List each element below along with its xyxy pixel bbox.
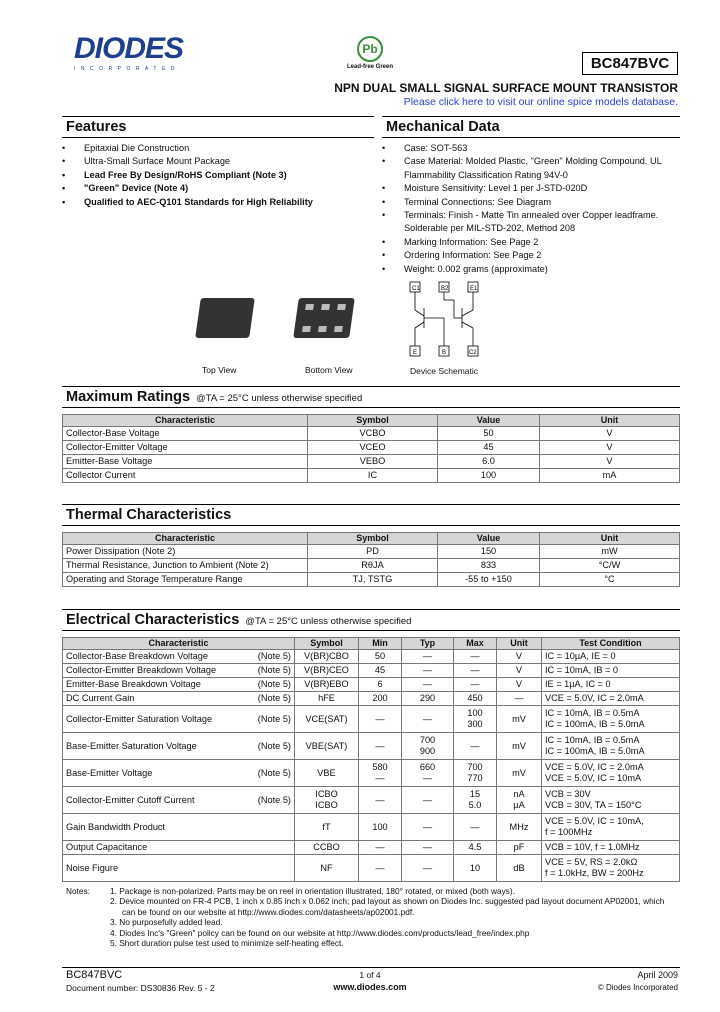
cell: mA	[540, 469, 680, 483]
col-header: Symbol	[308, 533, 438, 545]
table-row	[63, 787, 680, 814]
cell: 700 900	[402, 733, 454, 760]
cell: IE = 1µA, IC = 0	[542, 678, 680, 692]
col-header: Characteristic	[63, 415, 308, 427]
feature-item: • Lead Free By Design/RoHS Compliant (Note 3)	[62, 169, 374, 182]
part-number-box: BC847BVC	[582, 52, 678, 75]
cell: 580 —	[359, 760, 402, 787]
cell: (Note 5)	[249, 650, 295, 664]
cell: 290	[402, 692, 454, 706]
cell: MHz	[497, 814, 542, 841]
cell: RθJA	[308, 559, 438, 573]
page-title: NPN DUAL SMALL SIGNAL SURFACE MOUNT TRANSISTOR	[334, 81, 678, 95]
spice-models-link[interactable]: Please click here to visit our online spice models database.	[403, 96, 678, 108]
cell: ICBO ICBO	[295, 787, 359, 814]
cell: Emitter-Base Breakdown Voltage	[63, 678, 249, 692]
cell: —	[359, 855, 402, 882]
table-row	[63, 650, 680, 664]
mechanical-item: • Marking Information: See Page 2	[382, 236, 680, 249]
cell: VBE(SAT)	[295, 733, 359, 760]
cell: —	[359, 841, 402, 855]
thermal-title: Thermal Characteristics	[62, 504, 680, 526]
cell: —	[402, 787, 454, 814]
col-header: Min	[359, 638, 402, 650]
col-header: Symbol	[295, 638, 359, 650]
cell: 100 300	[454, 706, 497, 733]
cell: 45	[438, 441, 540, 455]
cell: IC = 10mA, IB = 0.5mA IC = 100mA, IB = 5.0mA	[542, 733, 680, 760]
cell: (Note 5)	[249, 664, 295, 678]
mechanical-section	[382, 116, 680, 276]
notes-section	[66, 886, 686, 948]
cell: fT	[295, 814, 359, 841]
feature-item: • "Green" Device (Note 4)	[62, 182, 374, 195]
note-item: 3. No purposefully added lead.	[110, 917, 223, 928]
table-row	[63, 692, 680, 706]
cell: 45	[359, 664, 402, 678]
cell: mV	[497, 733, 542, 760]
cell: PD	[308, 545, 438, 559]
cell: nA µA	[497, 787, 542, 814]
cell: 4.5	[454, 841, 497, 855]
table-row	[63, 545, 680, 559]
logo-subtext: INCORPORATED	[74, 66, 180, 72]
cell: V	[497, 650, 542, 664]
table-row	[63, 573, 680, 587]
cell: IC = 10mA, IB = 0	[542, 664, 680, 678]
table-row	[63, 733, 680, 760]
cell: °C	[540, 573, 680, 587]
table-row	[63, 760, 680, 787]
cell: 15 5.0	[454, 787, 497, 814]
col-header: Typ	[402, 638, 454, 650]
cell: VCB = 30V VCB = 30V, TA = 150°C	[542, 787, 680, 814]
cell: (Note 5)	[249, 678, 295, 692]
cell: (Note 5)	[249, 787, 295, 814]
cell: 833	[438, 559, 540, 573]
features-title: Features	[62, 116, 374, 138]
cell: VCEO	[308, 441, 438, 455]
features-section	[62, 116, 374, 209]
cell	[249, 855, 295, 882]
cell: VCE = 5V, RS = 2.0kΩ f = 1.0kHz, BW = 200Hz	[542, 855, 680, 882]
cell: VCE = 5.0V, IC = 2.0mA	[542, 692, 680, 706]
electrical-header	[62, 609, 680, 631]
cell: dB	[497, 855, 542, 882]
feature-item: • Ultra-Small Surface Mount Package	[62, 155, 374, 168]
cell: Noise Figure	[63, 855, 249, 882]
cell: (Note 5)	[249, 706, 295, 733]
cell	[249, 841, 295, 855]
schematic-label: Device Schematic	[410, 366, 479, 376]
cell: 6.0	[438, 455, 540, 469]
cell: Gain Bandwidth Product	[63, 814, 249, 841]
footer-copyright: © Diodes Incorporated	[597, 983, 678, 992]
cell: VCBO	[308, 427, 438, 441]
footer-rule	[62, 967, 680, 968]
table-row	[63, 706, 680, 733]
cell: NF	[295, 855, 359, 882]
cell: mV	[497, 706, 542, 733]
cell: —	[359, 706, 402, 733]
cell: Operating and Storage Temperature Range	[63, 573, 308, 587]
max-ratings-header	[62, 386, 680, 408]
electrical-note: @TA = 25°C unless otherwise specified	[245, 616, 412, 627]
cell: IC = 10mA, IB = 0.5mA IC = 100mA, IB = 5.0mA	[542, 706, 680, 733]
table-row	[63, 678, 680, 692]
footer-part: BC847BVC	[66, 969, 123, 981]
col-header: Max	[454, 638, 497, 650]
mechanical-item: • Weight: 0.002 grams (approximate)	[382, 263, 680, 276]
table-row	[63, 841, 680, 855]
cell: VCE = 5.0V, IC = 10mA, f = 100MHz	[542, 814, 680, 841]
table-row	[63, 664, 680, 678]
note-item: can be found on our website at http://www.diodes.com/datasheets/ap02001.pdf.	[122, 906, 415, 917]
mechanical-item: • Terminal Connections: See Diagram	[382, 196, 680, 209]
bottom-view-label: Bottom View	[305, 365, 353, 375]
cell: Collector-Emitter Saturation Voltage	[63, 706, 249, 733]
cell: V	[497, 664, 542, 678]
max-ratings-title: Maximum Ratings	[66, 389, 191, 405]
device-schematic	[404, 280, 484, 364]
cell: VBE	[295, 760, 359, 787]
cell: °C/W	[540, 559, 680, 573]
cell: —	[454, 650, 497, 664]
cell: Collector-Emitter Breakdown Voltage	[63, 664, 249, 678]
col-header: Unit	[497, 638, 542, 650]
lead-free-badge	[345, 36, 395, 70]
logo-text: DIODES	[74, 32, 184, 65]
mechanical-item: • Moisture Sensitivity: Level 1 per J-STD-020D	[382, 182, 680, 195]
cell: DC Current Gain	[63, 692, 249, 706]
max-ratings-section	[62, 386, 680, 483]
cell: V	[540, 455, 680, 469]
feature-item: • Qualified to AEC-Q101 Standards for High Reliability	[62, 196, 374, 209]
lead-free-icon	[357, 36, 383, 62]
thermal-table	[62, 532, 680, 587]
cell: VCE = 5.0V, IC = 2.0mA VCE = 5.0V, IC = 10mA	[542, 760, 680, 787]
package-top-view-image	[195, 298, 255, 338]
top-view-label: Top View	[202, 365, 237, 375]
cell: —	[402, 650, 454, 664]
cell: hFE	[295, 692, 359, 706]
cell: 50	[438, 427, 540, 441]
cell: -55 to +150	[438, 573, 540, 587]
cell: —	[402, 814, 454, 841]
cell: 100	[438, 469, 540, 483]
table-row	[63, 469, 680, 483]
footer-url[interactable]: www.diodes.com	[333, 982, 407, 992]
cell: IC	[308, 469, 438, 483]
cell: Collector-Base Voltage	[63, 427, 308, 441]
col-header: Test Condition	[542, 638, 680, 650]
cell: mW	[540, 545, 680, 559]
col-header: Characteristic	[63, 533, 308, 545]
cell: CCBO	[295, 841, 359, 855]
table-row	[63, 559, 680, 573]
cell: Output Capacitance	[63, 841, 249, 855]
max-ratings-note: @TA = 25°C unless otherwise specified	[196, 393, 363, 404]
cell: —	[359, 787, 402, 814]
electrical-table	[62, 637, 680, 882]
mechanical-item: • Ordering Information: See Page 2	[382, 249, 680, 262]
pin-label: B2	[441, 286, 449, 292]
cell: —	[454, 678, 497, 692]
table-row	[63, 427, 680, 441]
pin-label: C1	[412, 286, 420, 292]
cell: 10	[454, 855, 497, 882]
cell: Base-Emitter Voltage	[63, 760, 249, 787]
cell: 6	[359, 678, 402, 692]
cell	[249, 814, 295, 841]
mechanical-list	[382, 142, 680, 276]
cell: —	[454, 733, 497, 760]
cell: 450	[454, 692, 497, 706]
cell: V	[497, 678, 542, 692]
cell: 200	[359, 692, 402, 706]
feature-item: • Epitaxial Die Construction	[62, 142, 374, 155]
cell: —	[359, 733, 402, 760]
col-header: Symbol	[308, 415, 438, 427]
pin-label: E1	[470, 286, 478, 292]
cell: —	[402, 841, 454, 855]
pb-symbol: Pb	[362, 42, 378, 56]
cell: V(BR)CBO	[295, 650, 359, 664]
col-header: Unit	[540, 533, 680, 545]
footer-date: April 2009	[637, 970, 678, 980]
footer-docnum: Document number: DS30836 Rev. 5 - 2	[66, 983, 215, 993]
footer-page: 1 of 4	[359, 970, 381, 980]
note-item: 1. Package is non-polarized. Parts may be on reel in orientation illustrated, 180° rotated, or mixed (both ways).	[110, 886, 516, 896]
lead-free-label: Lead-free Green	[346, 64, 394, 70]
cell: —	[402, 706, 454, 733]
cell: mV	[497, 760, 542, 787]
pin-label: B	[442, 350, 447, 356]
cell: (Note 5)	[249, 760, 295, 787]
mechanical-item: • Case Material: Molded Plastic, "Green" Molding Compound. UL Flammability Classification Rating 94V-0	[382, 155, 680, 182]
cell: Emitter-Base Voltage	[63, 455, 308, 469]
cell: —	[402, 678, 454, 692]
note-item: 2. Device mounted on FR-4 PCB, 1 inch x 0.85 inch x 0.062 inch; pad layout as shown on Diodes Inc. suggested pad layout document AP02001, which	[110, 896, 665, 907]
cell: V(BR)EBO	[295, 678, 359, 692]
col-header: Characteristic	[63, 638, 295, 650]
package-bottom-view-image	[293, 298, 355, 338]
cell: VCB = 10V, f = 1.0MHz	[542, 841, 680, 855]
cell: Thermal Resistance, Junction to Ambient (Note 2)	[63, 559, 308, 573]
cell: —	[402, 664, 454, 678]
mechanical-item: • Case: SOT-563	[382, 142, 680, 155]
cell: VCE(SAT)	[295, 706, 359, 733]
features-list	[62, 142, 374, 209]
cell: Base-Emitter Saturation Voltage	[63, 733, 249, 760]
cell: V(BR)CEO	[295, 664, 359, 678]
cell: 150	[438, 545, 540, 559]
note-item: 4. Diodes Inc's "Green" policy can be found on our website at http://www.diodes.com/products/lead_free/index.php	[110, 927, 530, 938]
cell: (Note 5)	[249, 733, 295, 760]
electrical-title: Electrical Characteristics	[66, 612, 240, 628]
cell: 100	[359, 814, 402, 841]
pin-label: E	[413, 350, 418, 356]
electrical-section	[62, 609, 680, 882]
cell: Power Dissipation (Note 2)	[63, 545, 308, 559]
cell: 50	[359, 650, 402, 664]
cell: Collector-Base Breakdown Voltage	[63, 650, 249, 664]
mechanical-title: Mechanical Data	[382, 116, 680, 138]
cell: VEBO	[308, 455, 438, 469]
cell: V	[540, 441, 680, 455]
pin-label: C2	[469, 350, 477, 356]
cell: V	[540, 427, 680, 441]
table-row	[63, 814, 680, 841]
cell: pF	[497, 841, 542, 855]
notes-label: Notes:	[66, 886, 90, 896]
max-ratings-table	[62, 414, 680, 483]
cell: IC = 10µA, IE = 0	[542, 650, 680, 664]
cell: Collector-Emitter Cutoff Current	[63, 787, 249, 814]
cell: 700 770	[454, 760, 497, 787]
cell: —	[402, 855, 454, 882]
mechanical-item: • Terminals: Finish - Matte Tin annealed over Copper leadframe. Solderable per MIL-STD-202, Method 208	[382, 209, 680, 236]
note-item: 5. Short duration pulse test used to minimize self-heating effect.	[110, 938, 344, 949]
table-row	[63, 441, 680, 455]
table-row	[63, 455, 680, 469]
col-header: Value	[438, 415, 540, 427]
diodes-logo	[74, 34, 204, 74]
col-header: Unit	[540, 415, 680, 427]
cell: 660 —	[402, 760, 454, 787]
cell: TJ, TSTG	[308, 573, 438, 587]
cell: Collector-Emitter Voltage	[63, 441, 308, 455]
cell: —	[454, 814, 497, 841]
thermal-section	[62, 504, 680, 587]
table-row	[63, 855, 680, 882]
col-header: Value	[438, 533, 540, 545]
cell: —	[497, 692, 542, 706]
cell: Collector Current	[63, 469, 308, 483]
cell: —	[454, 664, 497, 678]
cell: (Note 5)	[249, 692, 295, 706]
